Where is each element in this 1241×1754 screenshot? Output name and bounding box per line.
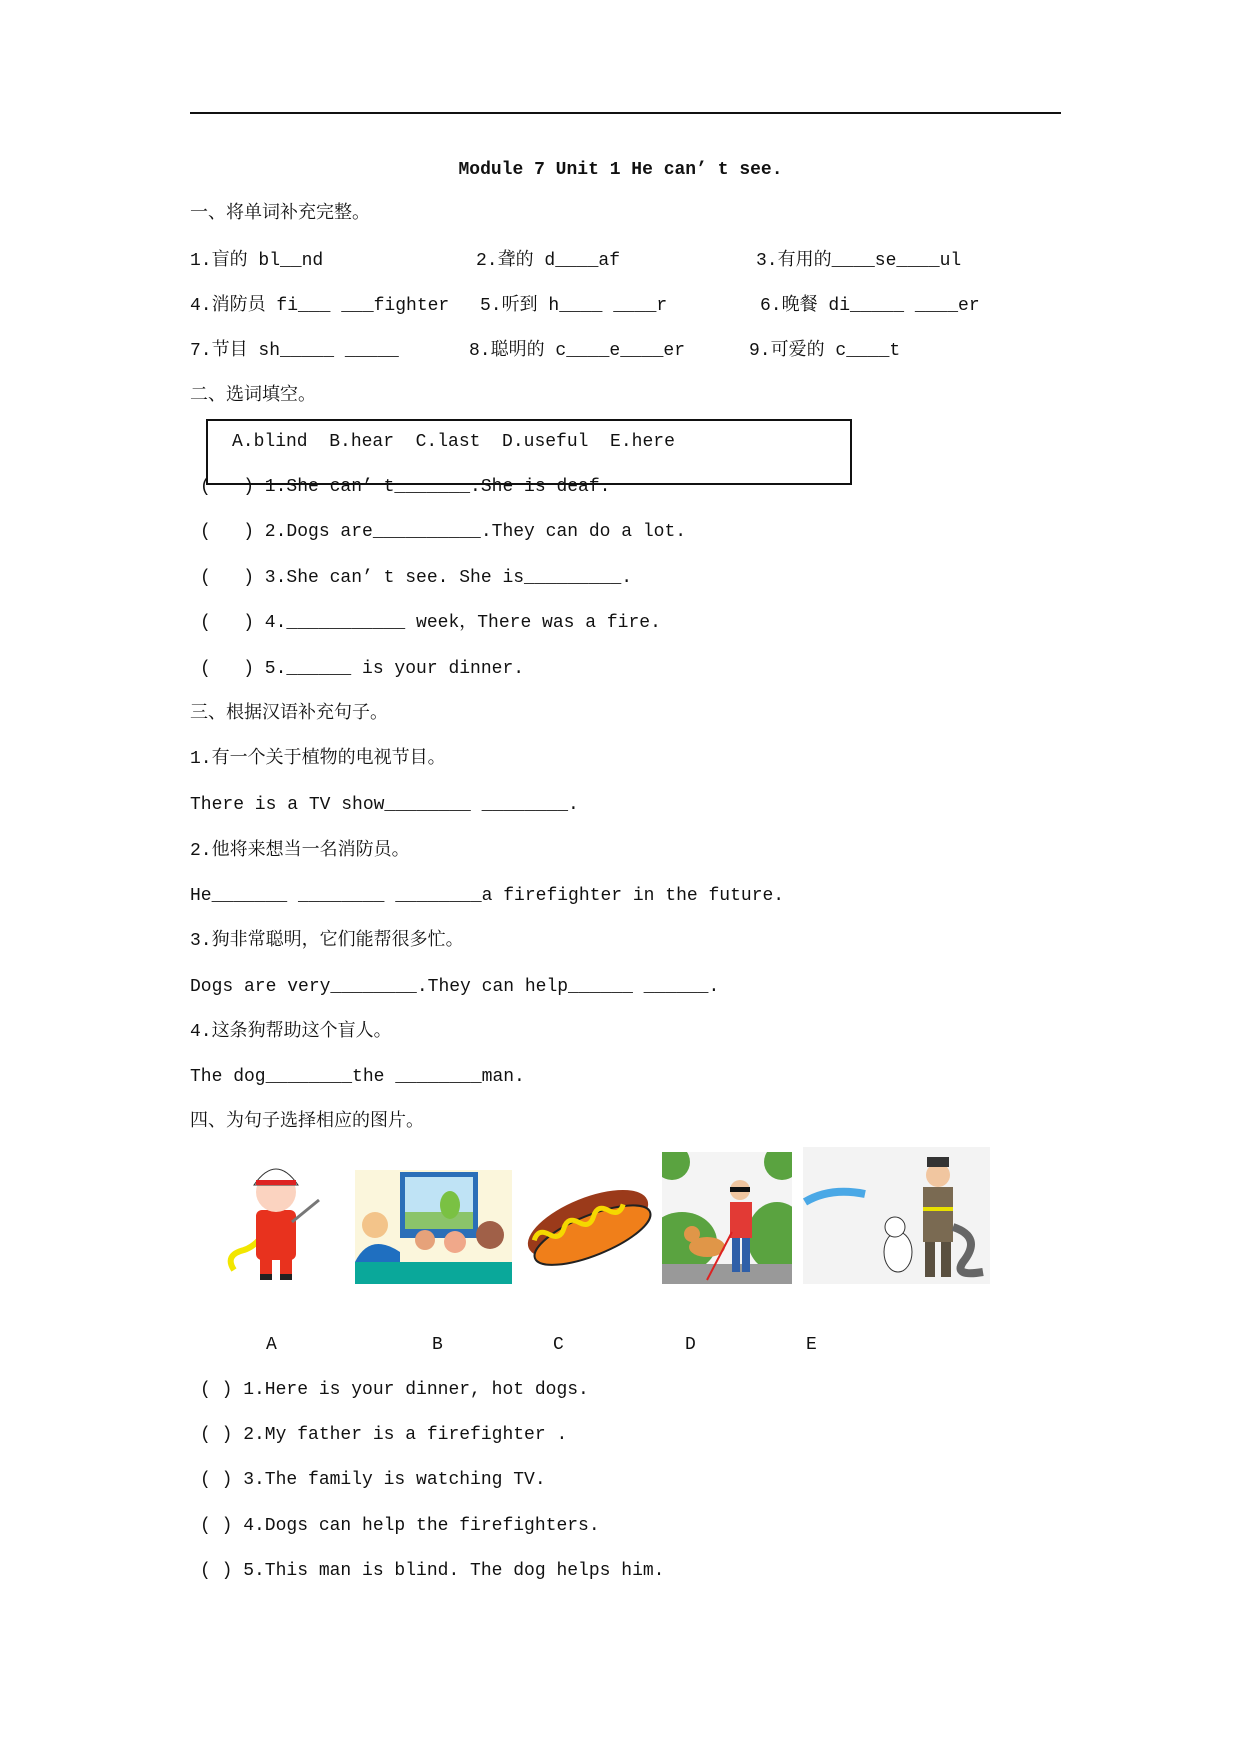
word-item: 6.晚餐 di_____ ____er [760, 296, 980, 316]
word-item: 2.聋的 d____af [476, 251, 621, 271]
firefighter-child-image [214, 1150, 334, 1284]
family-watching-tv-image [355, 1170, 512, 1284]
chinese-prompt: 4.这条狗帮助这个盲人。 [190, 1022, 392, 1042]
page-title: Module 7 Unit 1 He can’ t see. [458, 160, 783, 180]
fill-item: ( ) 4.___________ week，There was a fire. [200, 613, 661, 633]
word-item: 8.聪明的 c____e____er [469, 341, 686, 361]
chinese-prompt: 3.狗非常聪明，它们能帮很多忙。 [190, 931, 464, 951]
picture-label-a: A [266, 1335, 277, 1355]
word-item: 3.有用的____se____ul [756, 251, 962, 271]
fill-item: ( ) 3.She can’ t see. She is_________. [200, 568, 633, 588]
english-sentence: There is a TV show________ ________. [190, 795, 579, 815]
section1-heading: 一、将单词补充完整。 [190, 204, 370, 224]
fill-item: ( ) 1.She can’ t_______.She is deaf. [200, 477, 611, 497]
english-sentence: The dog________the ________man. [190, 1067, 525, 1087]
header-rule [190, 112, 1061, 114]
section4-heading: 四、为句子选择相应的图片。 [190, 1112, 424, 1132]
match-item: ( ) 1.Here is your dinner, hot dogs. [200, 1380, 589, 1400]
word-item: 1.盲的 bl__nd [190, 251, 324, 271]
word-item: 5.听到 h____ ____r [480, 296, 668, 316]
match-item: ( ) 5.This man is blind. The dog helps him. [200, 1561, 665, 1581]
english-sentence: He_______ ________ ________a firefighter in the future. [190, 886, 785, 906]
section3-heading: 三、根据汉语补充句子。 [190, 704, 388, 724]
word-item: 4.消防员 fi___ ___fighter [190, 296, 450, 316]
chinese-prompt: 2.他将来想当一名消防员。 [190, 841, 410, 861]
word-item: 7.节目 sh_____ _____ [190, 341, 399, 361]
word-bank-options: A.blind B.hear C.last D.useful E.here [232, 432, 675, 452]
picture-label-d: D [685, 1335, 696, 1355]
fill-item: ( ) 2.Dogs are__________.They can do a lot. [200, 522, 687, 542]
english-sentence: Dogs are very________.They can help______ ______. [190, 977, 720, 997]
match-item: ( ) 4.Dogs can help the firefighters. [200, 1516, 600, 1536]
chinese-prompt: 1.有一个关于植物的电视节目。 [190, 749, 446, 769]
fill-item: ( ) 5.______ is your dinner. [200, 659, 525, 679]
picture-label-e: E [806, 1335, 817, 1355]
section2-heading: 二、选词填空。 [190, 386, 316, 406]
firefighter-with-dog-image [803, 1147, 990, 1284]
blind-man-guide-dog-image [662, 1152, 792, 1284]
picture-label-b: B [432, 1335, 443, 1355]
match-item: ( ) 3.The family is watching TV. [200, 1470, 546, 1490]
match-item: ( ) 2.My father is a firefighter . [200, 1425, 568, 1445]
hot-dog-image [522, 1174, 654, 1274]
picture-label-c: C [553, 1335, 564, 1355]
word-item: 9.可爱的 c____t [749, 341, 901, 361]
